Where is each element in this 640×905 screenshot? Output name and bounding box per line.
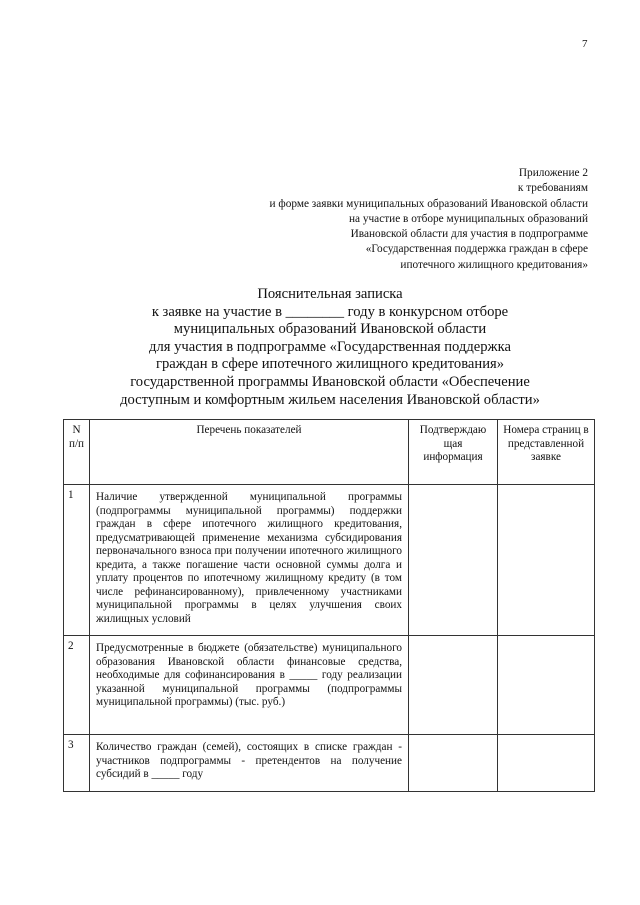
indicators-table xyxy=(63,419,595,792)
appendix-line: «Государственная поддержка граждан в сфере xyxy=(365,243,588,256)
row-confirming-cell[interactable] xyxy=(409,636,498,735)
appendix-line: Приложение 2 xyxy=(518,167,588,179)
row-indicator: Наличие утвержденной муниципальной программы (подпрограммы муниципальной программы) поддержки граждан в сфере ипотечного жилищного кредитования, предусматривающей применение механизма субсидирования первоначального взноса при получении ипотечного жилищного кредита, а также погашение части основной суммы долга и уплату процентов по ипотечному жилищному кредиту (в том числе рефинансированному), привлеченному участниками муниципальной программы в целях улучшения своих жилищных условий xyxy=(90,485,409,636)
appendix-line: к требованиям xyxy=(517,182,588,195)
appendix-line: на участие в отборе муниципальных образований xyxy=(348,212,588,225)
appendix-line: и форме заявки муниципальных образований Ивановской области xyxy=(269,197,588,210)
row-confirming-cell[interactable] xyxy=(409,485,498,636)
title-line: граждан в сфере ипотечного жилищного кредитования» xyxy=(155,356,505,373)
table-row xyxy=(64,636,595,735)
row-pages-cell[interactable] xyxy=(498,735,595,792)
header-pages: Номера страниц в представленной заявке xyxy=(498,420,595,485)
appendix-header xyxy=(168,166,588,273)
row-num: 1 xyxy=(64,485,90,636)
title-line: для участия в подпрограмме «Государственная поддержка xyxy=(149,338,511,355)
header-confirming: Подтверждаю щая информация xyxy=(409,420,498,485)
row-pages-cell[interactable] xyxy=(498,636,595,735)
table-row xyxy=(64,735,595,792)
document-title xyxy=(60,286,600,409)
title-line: муниципальных образований Ивановской области xyxy=(173,321,487,338)
title-line: доступным и комфортным жильем населения Ивановской области» xyxy=(120,391,540,408)
header-num: N п/п xyxy=(64,420,90,485)
row-pages-cell[interactable] xyxy=(498,485,595,636)
header-indicator: Перечень показателей xyxy=(90,420,409,485)
row-indicator: Предусмотренные в бюджете (обязательстве) муниципального образования Ивановской области финансовые средства, необходимые для софинансирования в _____ году реализации указанной муниципальной программы (подпрограммы муниципальной программы) (тыс. руб.) xyxy=(90,636,409,735)
table-header-row xyxy=(64,420,595,485)
title-line: к заявке на участие в ________ году в конкурсном отборе xyxy=(151,303,509,320)
table-row xyxy=(64,485,595,636)
page-number: 7 xyxy=(582,38,588,50)
appendix-line: Ивановской области для участия в подпрограмме xyxy=(350,228,588,241)
appendix-line: ипотечного жилищного кредитования» xyxy=(400,258,588,271)
row-confirming-cell[interactable] xyxy=(409,735,498,792)
row-num: 2 xyxy=(64,636,90,735)
title-line: Пояснительная записка xyxy=(257,286,403,302)
row-indicator: Количество граждан (семей), состоящих в списке граждан - участников подпрограммы - претендентов на получение субсидий в _____ году xyxy=(90,735,409,792)
row-num: 3 xyxy=(64,735,90,792)
title-line: государственной программы Ивановской области «Обеспечение xyxy=(130,373,530,390)
